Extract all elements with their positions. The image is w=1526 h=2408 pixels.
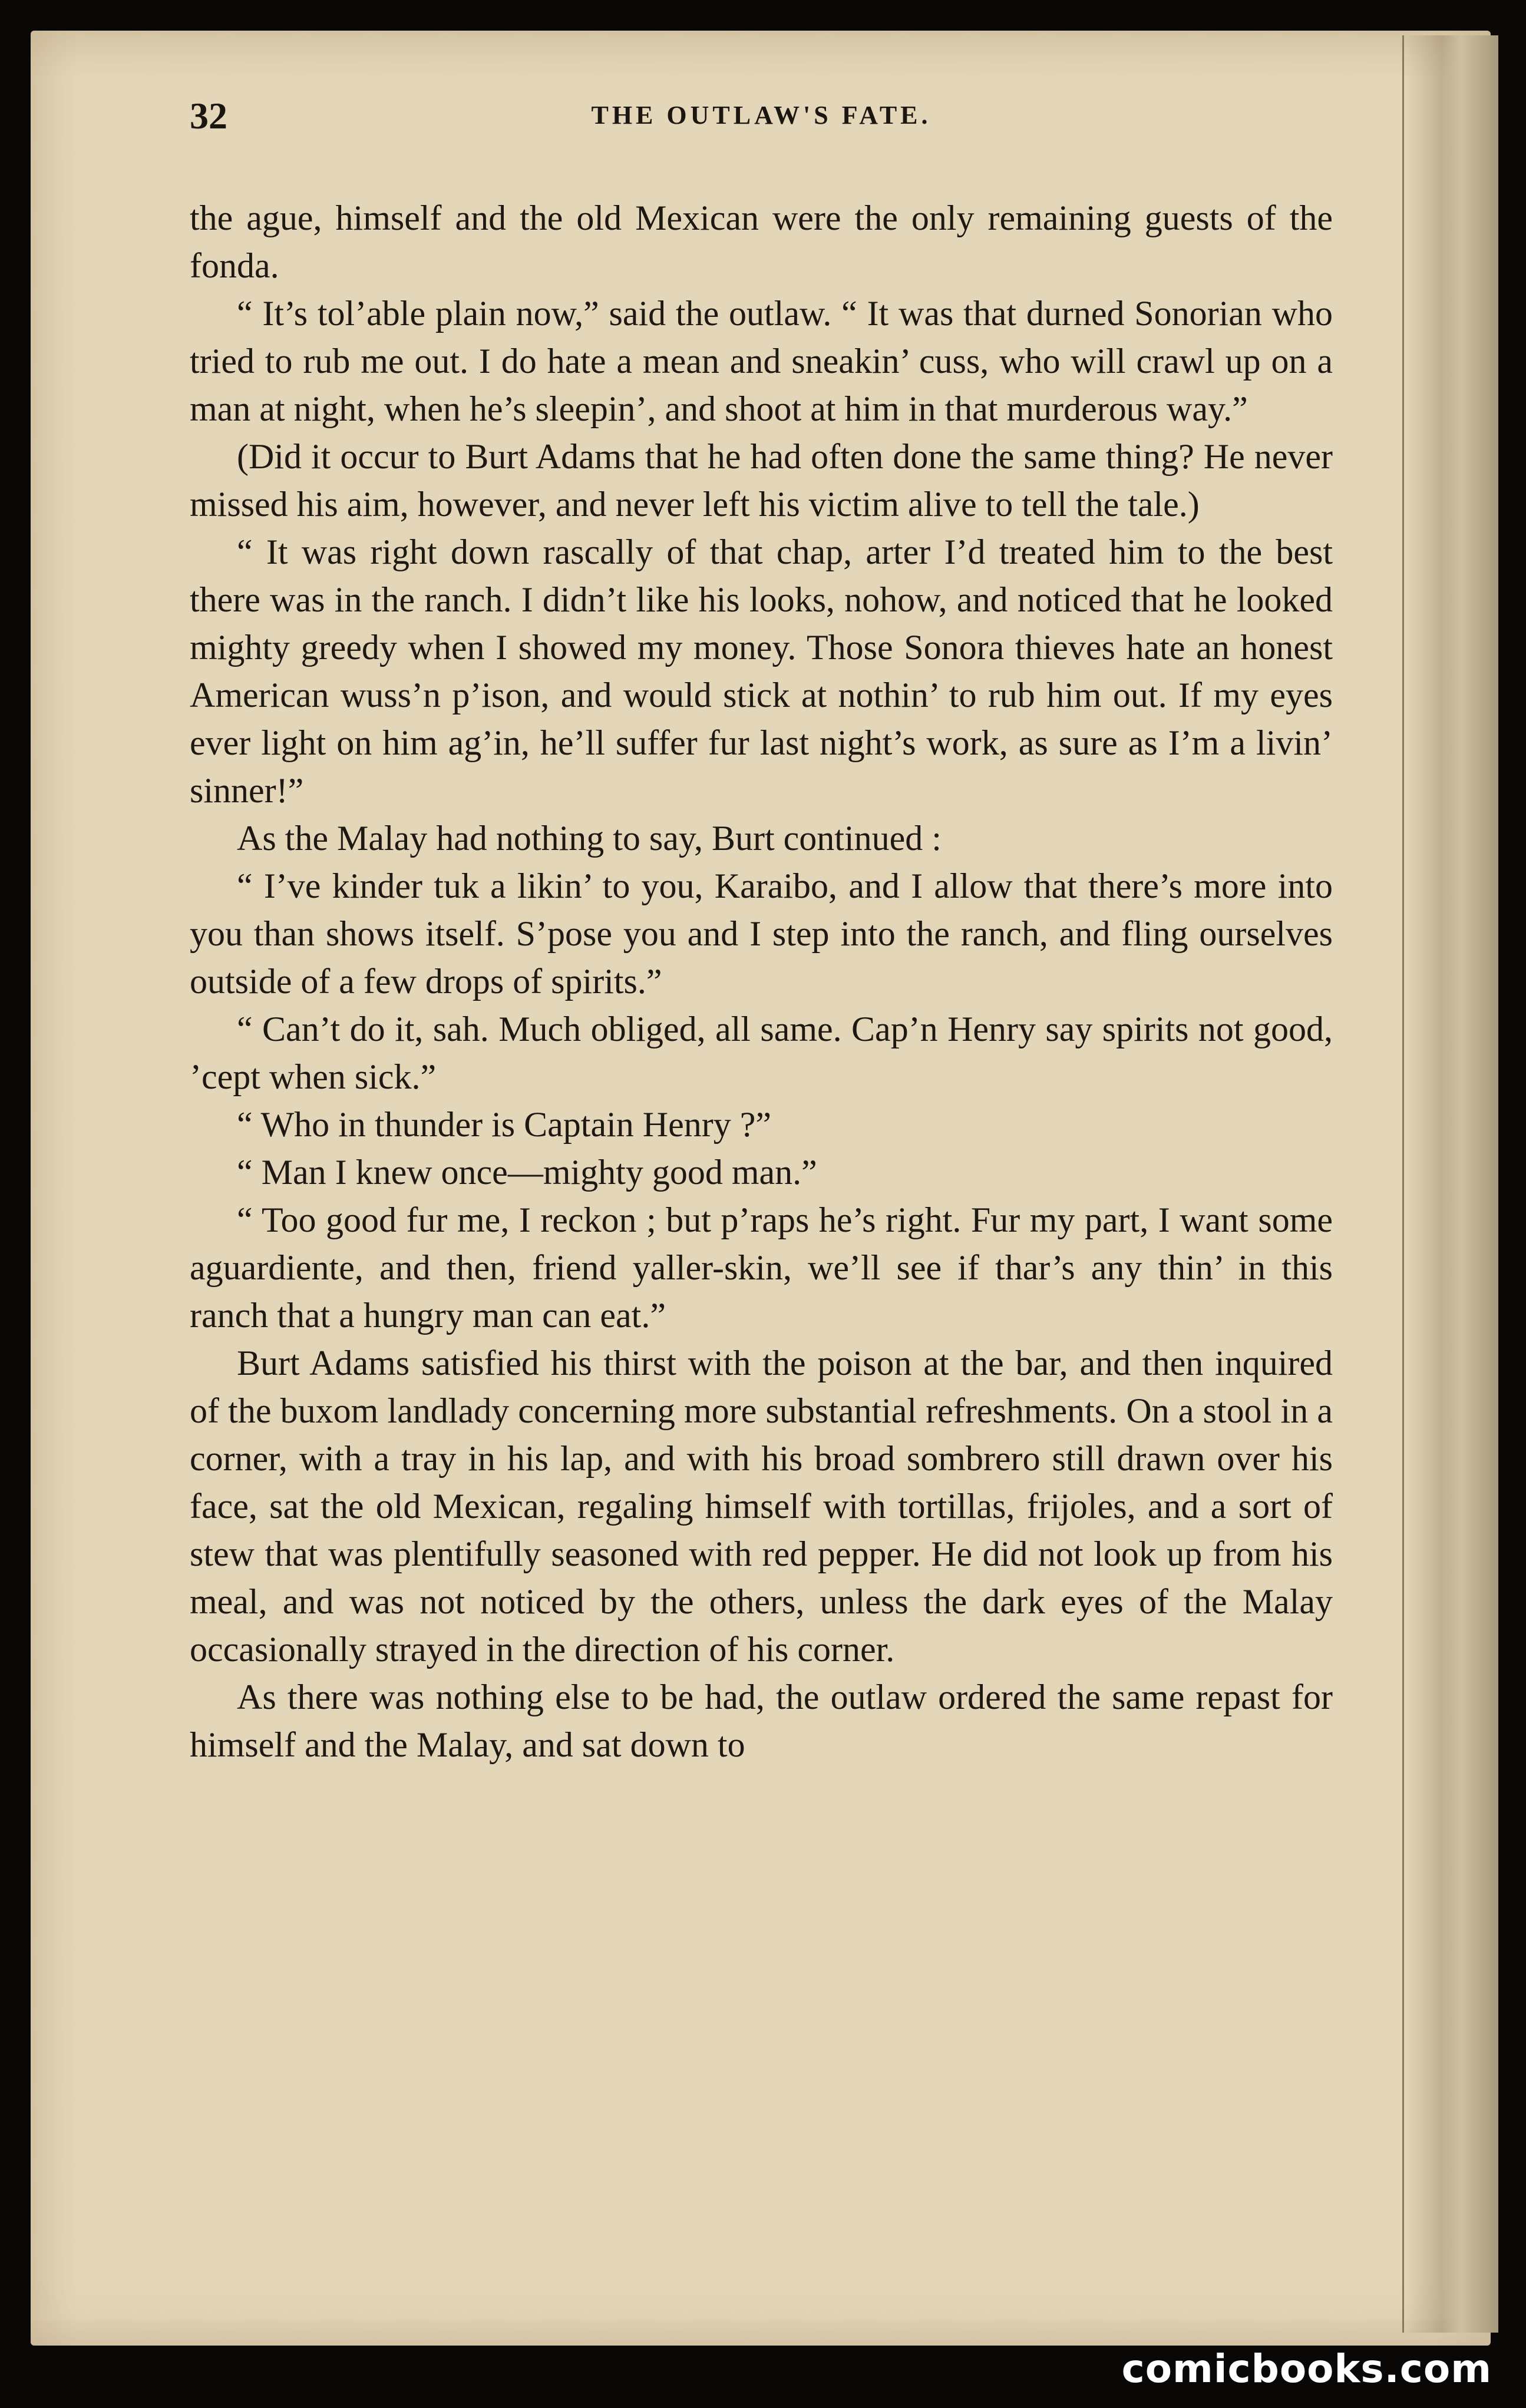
paragraph: As there was nothing else to be had, the outlaw ordered the same repast for himself and the Malay, and sat down to bbox=[190, 1678, 1333, 1764]
paragraph: (Did it occur to Burt Adams that he had often done the same thing? He never missed his aim, however, and never left his victim alive to tell the tale.) bbox=[190, 437, 1333, 524]
running-title: THE OUTLAW'S FATE. bbox=[591, 101, 932, 130]
paragraph: “ Can’t do it, sah. Much obliged, all same. Cap’n Henry say spirits not good, ’cept when sick.” bbox=[190, 1010, 1333, 1096]
paragraph: “ It’s tol’able plain now,” said the outlaw. “ It was that durned Sonorian who tried to rub me out. I do hate a mean and sneakin’ cuss, who will crawl up on a man at night, when he’s sleepin’, and shoot at him in that murderous way.” bbox=[190, 294, 1333, 428]
page-edge bbox=[1402, 35, 1498, 2333]
page-header bbox=[190, 94, 1333, 159]
paragraph: “ Too good fur me, I reckon ; but p’raps he’s right. Fur my part, I want some aguardiente, and then, friend yaller-skin, we’ll see if thar’s any thin’ in this ranch that a hungry man can eat.” bbox=[190, 1200, 1333, 1335]
body-text bbox=[190, 194, 1333, 1769]
paragraph: “ Who in thunder is Captain Henry ?” bbox=[237, 1105, 771, 1144]
watermark: comicbooks.com bbox=[1121, 2346, 1492, 2392]
page-number: 32 bbox=[190, 95, 227, 137]
paragraph: “ It was right down rascally of that chap, arter I’d treated him to the best there was in the ranch. I didn’t like his looks, nohow, and noticed that he looked mighty greedy when I showed my money. Those Sonora thieves hate an honest American wuss’n p’ison, and would stick at nothin’ to rub him out. If my eyes ever light on him ag’in, he’ll suffer fur last night’s work, as sure as I’m a livin’ sinner!” bbox=[190, 532, 1333, 810]
paragraph: As the Malay had nothing to say, Burt continued : bbox=[237, 819, 942, 858]
paragraph: “ Man I knew once—mighty good man.” bbox=[237, 1153, 817, 1192]
paragraph: “ I’ve kinder tuk a likin’ to you, Karaibo, and I allow that there’s more into you than shows itself. S’pose you and I step into the ranch, and fling ourselves outside of a few drops of spirits.” bbox=[190, 866, 1333, 1001]
paragraph: the ague, himself and the old Mexican were the only remaining guests of the fonda. bbox=[190, 199, 1333, 285]
paragraph: Burt Adams satisfied his thirst with the poison at the bar, and then inquired of the buxom landlady concerning more substantial refreshments. On a stool in a corner, with a tray in his lap, and with his broad sombrero still drawn over his face, sat the old Mexican, regaling himself with tortillas, frijoles, and a sort of stew that was plentifully seasoned with red pepper. He did not look up from his meal, and was not noticed by the others, unless the dark eyes of the Malay occasionally strayed in the direction of his corner. bbox=[190, 1344, 1333, 1669]
